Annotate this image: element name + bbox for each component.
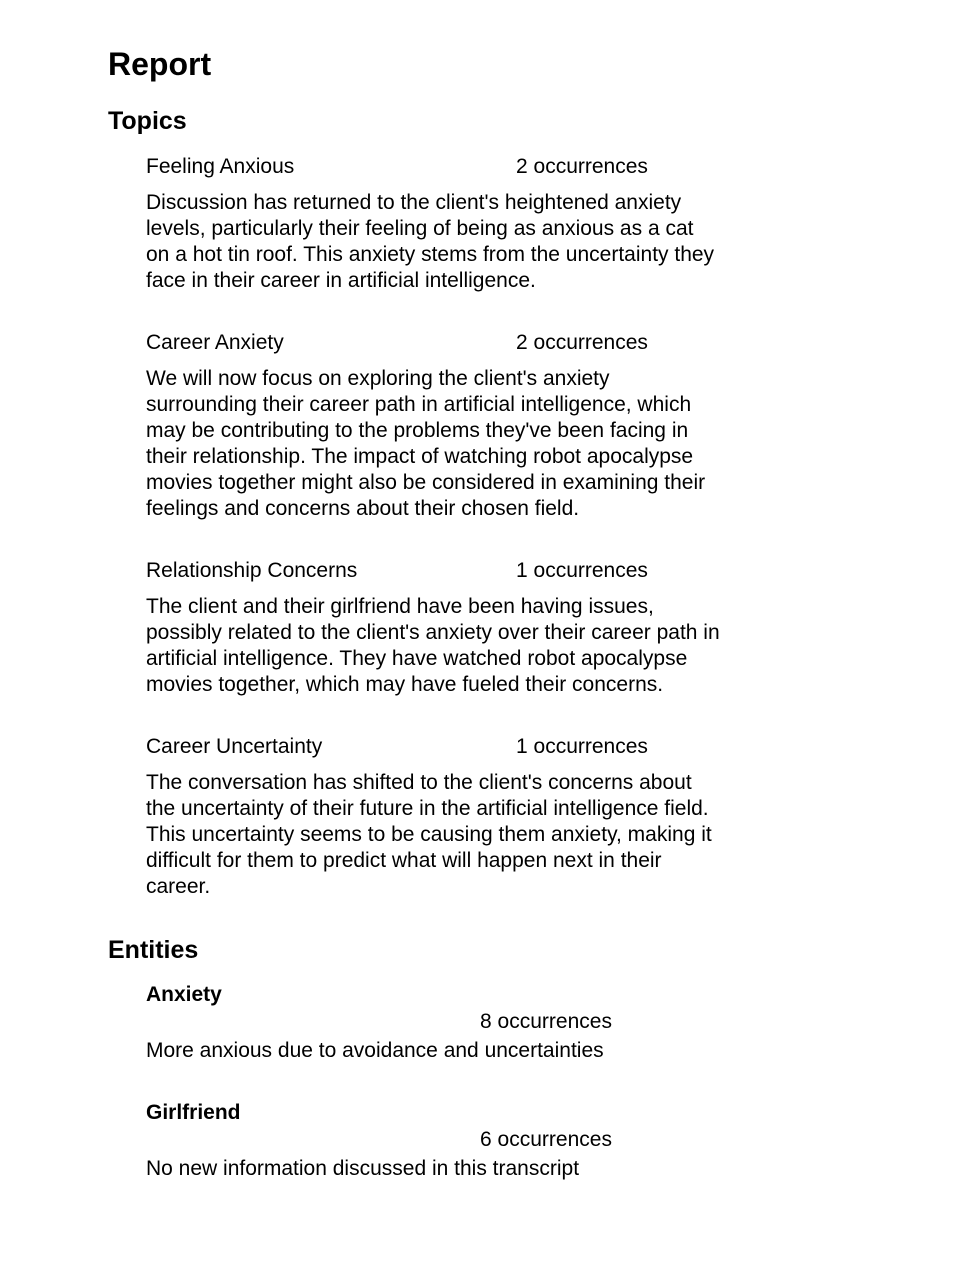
topics-list: [108, 154, 964, 900]
entity-description: More anxious due to avoidance and uncertainties: [146, 1039, 604, 1063]
entities-section: [108, 936, 964, 1183]
topic-occurrence-count: 2 occurrences: [516, 154, 648, 178]
topic-name: Career Uncertainty: [146, 734, 323, 758]
topics-section: [108, 107, 964, 900]
topic-occurrence-count: 1 occurrences: [516, 558, 648, 582]
entity-occurrence-count: 8 occurrences: [480, 1010, 612, 1034]
entity-name: Anxiety: [146, 983, 222, 1007]
topic-header-row: [146, 154, 964, 180]
topic-description: We will now focus on exploring the client's anxiety surrounding their career path in artificial intelligence, which may be contributing to the problems they've been facing in their relationship. The impact of watching robot apocalypse movies together might also be considered in examining their feelings and concerns about their chosen field.: [146, 366, 706, 520]
topic-name: Career Anxiety: [146, 330, 284, 354]
topic-description: The client and their girlfriend have been having issues, possibly related to the client's anxiety over their career path in artificial intelligence. They have watched robot apocalypse movies together, which may have fueled their concerns.: [146, 594, 720, 696]
entity-description: No new information discussed in this transcript: [146, 1157, 580, 1181]
topic-name: Relationship Concerns: [146, 558, 358, 582]
entities-heading: Entities: [108, 935, 199, 964]
topics-heading: Topics: [108, 106, 187, 135]
entity-name: Girlfriend: [146, 1101, 241, 1125]
topic-header-row: [146, 734, 964, 760]
topic-item: [146, 330, 964, 522]
topic-name: Feeling Anxious: [146, 154, 295, 178]
topic-header-row: [146, 330, 964, 356]
topic-header-row: [146, 558, 964, 584]
topic-item: [146, 154, 964, 294]
entities-list: [108, 982, 964, 1182]
entity-item: [146, 1100, 964, 1182]
topic-occurrence-count: 1 occurrences: [516, 734, 648, 758]
entity-occurrence-count: 6 occurrences: [480, 1128, 612, 1152]
topic-description: The conversation has shifted to the client's concerns about the uncertainty of their future in the artificial intelligence field. This uncertainty seems to be causing them anxiety, making it difficult for them to predict what will happen next in their career.: [146, 770, 712, 898]
topic-description: Discussion has returned to the client's heightened anxiety levels, particularly their feeling of being as anxious as a cat on a hot tin roof. This anxiety stems from the uncertainty they face in their career in artificial intelligence.: [146, 190, 715, 292]
page-title: Report: [108, 46, 212, 82]
topic-item: [146, 558, 964, 698]
topic-occurrence-count: 2 occurrences: [516, 330, 648, 354]
entity-item: [146, 982, 964, 1064]
topic-item: [146, 734, 964, 900]
